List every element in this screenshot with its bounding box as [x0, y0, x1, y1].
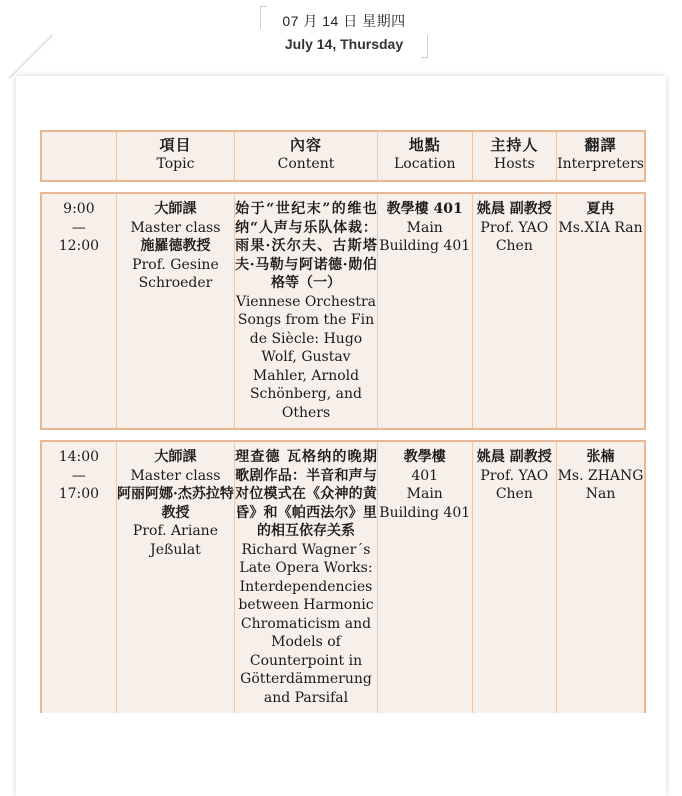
content-en: Richard Wagner´s Late Opera Works: Interdependencies between Harmonic Chromaticism and Models of Counterpoint in Götterdämmerung and Parsifal: [238, 541, 374, 706]
folded-corner-shadow: [8, 34, 53, 79]
session-row: [40, 440, 646, 713]
location-cn: 教學樓 401: [386, 201, 463, 217]
header-content-cn: 內容: [289, 136, 322, 154]
interpreter-en: Ms.XIA Ran: [558, 219, 643, 236]
content-en: Viennese Orchestra Songs from the Fin de Siècle: Hugo Wolf, Gustav Mahler, Arnold Schönberg, and Others: [235, 293, 376, 421]
time-end: 12:00: [58, 237, 100, 254]
content-cn: 始于“世纪末”的维也纳“人声与乐队体裁：雨果·沃尔夫、古斯塔夫·马勒与阿诺德·勋伯格等（一）: [235, 201, 377, 291]
interpreter-cn: 夏冉: [586, 201, 615, 217]
session-row: [40, 192, 646, 430]
folded-corner: [16, 76, 60, 120]
time-start: 9:00: [63, 201, 95, 217]
content-cn: 理查德 瓦格纳的晚期歌剧作品：半音和声与对位模式在《众神的黄昏》和《帕西法尔》里的相互依存关系: [235, 449, 377, 539]
time-cell: [40, 440, 116, 713]
time-start: 14:00: [58, 449, 100, 465]
header-hosts-cn: 主持人: [490, 136, 539, 154]
header-hosts: [472, 130, 556, 182]
location-en: Main Building 401: [379, 219, 471, 254]
topic-cn: 大師課: [154, 449, 197, 465]
date-english: July 14, Thursday: [284, 36, 404, 52]
header-interpreters-en: Interpreters: [557, 156, 644, 172]
location-cn: 教學樓: [403, 449, 446, 465]
header-topic-en: Topic: [156, 156, 195, 172]
time-end: 17:00: [58, 485, 100, 502]
interpreter-cell: [556, 440, 646, 713]
header-hosts-en: Hosts: [494, 156, 535, 172]
table-header-row: [40, 130, 646, 182]
header-content: [234, 130, 377, 182]
topic-cell: [116, 440, 234, 713]
header-location-cn: 地點: [408, 136, 441, 154]
speaker-en: Prof. Ariane Jeßulat: [132, 523, 218, 558]
content-cell: [234, 440, 377, 713]
topic-en: Master class: [130, 219, 221, 236]
speaker-cn: 施羅德教授: [140, 238, 211, 254]
header-topic-cn: 項目: [159, 136, 192, 154]
host-en: Prof. YAO Chen: [480, 219, 549, 254]
location-cell: [377, 192, 472, 430]
content-cell: [234, 192, 377, 430]
header-content-en: Content: [277, 156, 335, 172]
header-interpreters: [556, 130, 646, 182]
host-en: Prof. YAO Chen: [480, 467, 549, 502]
location-en: Main Building 401: [379, 486, 471, 521]
header-interpreters-cn: 翻譯: [584, 136, 617, 154]
location-number: 401: [411, 467, 439, 484]
interpreter-en: Ms. ZHANG Nan: [557, 467, 644, 502]
header-time: [40, 130, 116, 182]
speaker-en: Prof. Gesine Schroeder: [132, 256, 219, 291]
interpreter-cn: 张楠: [586, 449, 615, 465]
schedule-table: [40, 130, 646, 713]
header-topic: [116, 130, 234, 182]
host-cn: 姚晨 副教授: [476, 449, 552, 465]
header-location-en: Location: [394, 156, 456, 172]
date-chinese: 07 月 14 日 星期四: [282, 13, 406, 29]
host-cell: [472, 440, 556, 713]
host-cn: 姚晨 副教授: [476, 201, 552, 217]
host-cell: [472, 192, 556, 430]
header-location: [377, 130, 472, 182]
topic-en: Master class: [130, 467, 221, 484]
location-cell: [377, 440, 472, 713]
time-cell: [40, 192, 116, 430]
interpreter-cell: [556, 192, 646, 430]
bracket-corner-bottom-right: [421, 35, 428, 58]
topic-cn: 大師課: [154, 201, 197, 217]
time-separator: —: [71, 467, 86, 484]
date-header: [260, 6, 428, 58]
time-separator: —: [71, 219, 86, 236]
bracket-corner-top-left: [260, 6, 267, 29]
topic-cell: [116, 192, 234, 430]
speaker-cn: 阿丽阿娜·杰苏拉特 教授: [117, 486, 234, 521]
